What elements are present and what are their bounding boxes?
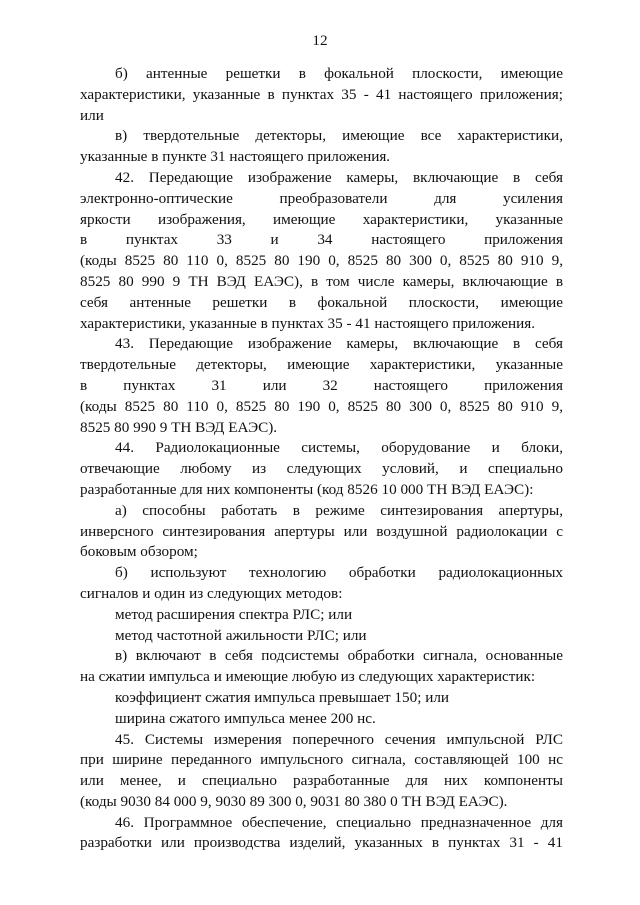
text-line: себя антенные решетки в фокальной плоскости, имеющие <box>80 293 563 311</box>
text-line: 45. Системы измерения поперечного сечения импульсной РЛС <box>115 730 563 748</box>
text-line: 8525 80 990 9 ТН ВЭД ЕАЭС). <box>80 418 278 436</box>
text-line: (коды 8525 80 110 0, 8525 80 190 0, 8525 80 300 0, 8525 80 910 9, <box>80 252 563 270</box>
text-line: б) антенные решетки в фокальной плоскости, имеющие <box>115 65 563 82</box>
document-body <box>80 64 563 854</box>
text-line: 44. Радиолокационные системы, оборудование и блоки, <box>115 439 563 457</box>
text-line: характеристики, указанные в пунктах 35 - 41 настоящего приложения; <box>80 85 563 103</box>
text-line: в пунктах 33 и 34 настоящего приложения <box>80 231 563 249</box>
text-line: ширина сжатого импульса менее 200 нс. <box>115 709 376 727</box>
text-line: в) твердотельные детекторы, имеющие все характеристики, <box>115 127 563 145</box>
text-line: (коды 9030 84 000 9, 9030 89 300 0, 9031 80 380 0 ТН ВЭД ЕАЭС). <box>80 792 508 810</box>
text-line: 43. Передающие изображение камеры, включающие в себя <box>115 335 563 353</box>
text-line: на сжатии импульса и имеющие любую из следующих характеристик: <box>80 668 536 686</box>
text-line: 42. Передающие изображение камеры, включающие в себя <box>115 168 563 186</box>
text-line: при ширине переданного импульсного сигнала, составляющей 100 нс <box>80 751 563 769</box>
text-line: коэффициент сжатия импульса превышает 150; или <box>115 688 450 706</box>
text-line: или <box>80 106 104 124</box>
text-line: разработки или производства изделий, указанных в пунктах 31 - 41 <box>80 834 563 852</box>
text-line: в пунктах 31 или 32 настоящего приложения <box>80 376 563 394</box>
text-line: или менее, и специально разработанные для них компоненты <box>80 772 563 790</box>
text-line: 8525 80 990 9 ТН ВЭД ЕАЭС), в том числе камеры, включающие в <box>80 272 563 290</box>
text-line: а) способны работать в режиме синтезирования апертуры, <box>115 501 563 519</box>
page-number: 12 <box>312 32 328 49</box>
text-line: метод частотной ажильности РЛС; или <box>115 626 367 644</box>
text-line: (коды 8525 80 110 0, 8525 80 190 0, 8525 80 300 0, 8525 80 910 9, <box>80 397 563 415</box>
text-line: отвечающие любому из следующих условий, и специально <box>80 460 563 478</box>
text-line: б) используют технологию обработки радиолокационных <box>115 564 563 582</box>
text-line: инверсного синтезирования апертуры или воздушной радиолокации с <box>80 522 563 540</box>
text-line: разработанные для них компоненты (код 8526 10 000 ТН ВЭД ЕАЭС): <box>80 480 534 498</box>
text-line: боковым обзором; <box>80 543 198 561</box>
text-line: электронно-оптические преобразователи для усиления <box>80 189 563 207</box>
text-line: метод расширения спектра РЛС; или <box>115 605 353 623</box>
text-line: характеристики, указанные в пунктах 35 - 41 настоящего приложения. <box>80 314 536 332</box>
text-line: указанные в пункте 31 настоящего приложения. <box>80 148 391 166</box>
text-line: 46. Программное обеспечение, специально предназначенное для <box>115 813 563 831</box>
text-line: твердотельные детекторы, имеющие характеристики, указанные <box>80 356 563 374</box>
text-line: сигналов и один из следующих методов: <box>80 584 343 602</box>
text-line: в) включают в себя подсистемы обработки сигнала, основанные <box>115 647 563 665</box>
text-line: яркости изображения, имеющие характеристики, указанные <box>80 210 563 228</box>
